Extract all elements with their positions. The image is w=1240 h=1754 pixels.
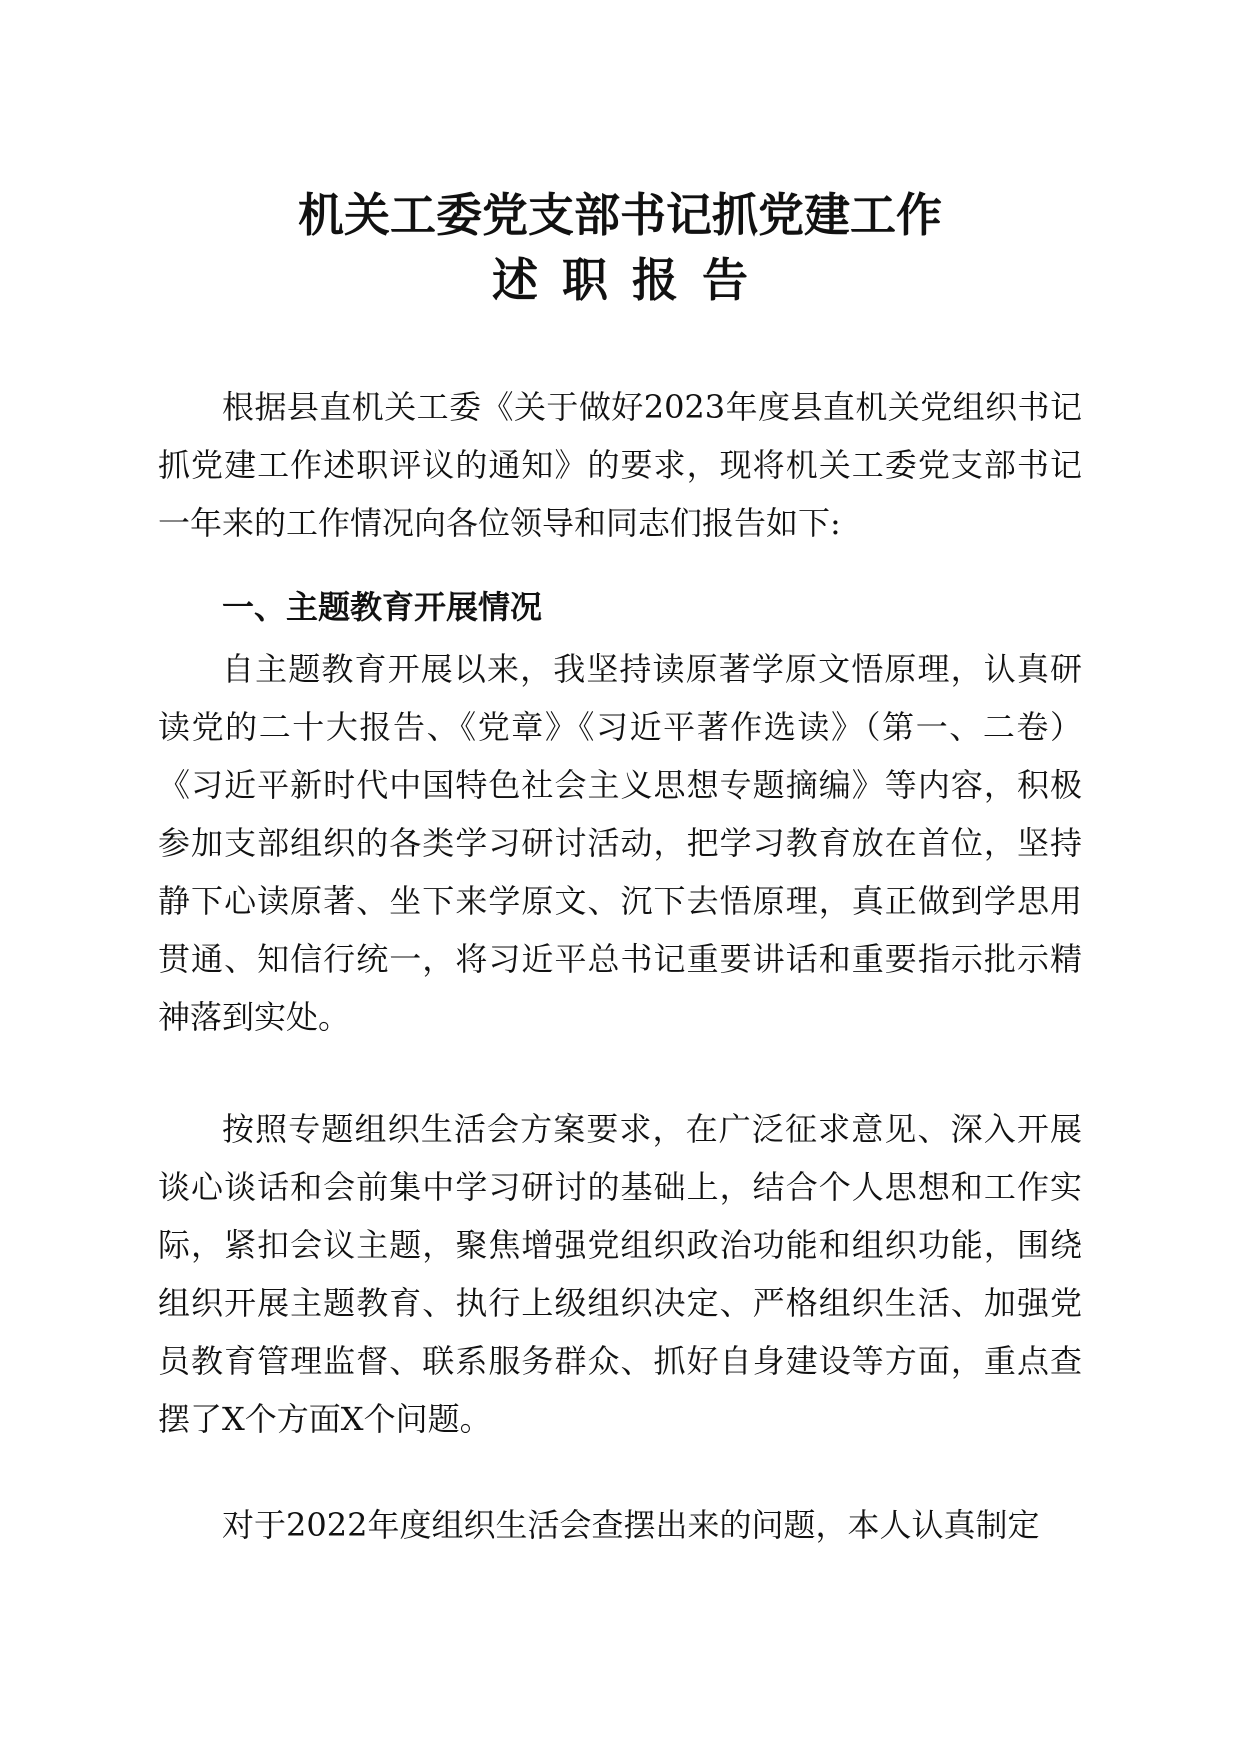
paragraph-text: 根据县直机关工委《关于做好2023年度县直机关党组织书记抓党建工作述职评议的通知》的要求，现将机关工委党支部书记一年来的工作情况向各位领导和同志们报告如下: [158, 388, 1082, 542]
followup-paragraph [158, 1496, 1082, 1554]
paragraph-text: 按照专题组织生活会方案要求，在广泛征求意见、深入开展谈心谈话和会前集中学习研讨的基础上，结合个人思想和工作实际，紧扣会议主题，聚焦增强党组织政治功能和组织功能，围绕组织开展主题教育、执行上级组织决定、严格组织生活、加强党员教育管理监督、联系服务群众、抓好自身建设等方面，重点查摆了X个方面X个问题。 [158, 1110, 1082, 1438]
intro-paragraph [158, 378, 1082, 552]
paragraph-text: 自主题教育开展以来，我坚持读原著学原文悟原理，认真研读党的二十大报告、《党章》《习近平著作选读》（第一、二卷）《习近平新时代中国特色社会主义思想专题摘编》等内容，积极参加支部组织的各类学习研讨活动，把学习教育放在首位，坚持静下心读原著、坐下来学原文、沉下去悟原理，真正做到学思用贯通、知信行统一，将习近平总书记重要讲话和重要指示批示精神落到实处。 [158, 650, 1082, 1036]
section-heading: 一、主题教育开展情况 [222, 588, 543, 626]
document-title-line-1: 机关工委党支部书记抓党建工作 [298, 188, 942, 242]
meeting-paragraph [158, 1100, 1082, 1448]
study-paragraph [158, 640, 1082, 1046]
document-title-line-2: 述职报告 [492, 253, 772, 307]
paragraph-text: 对于2022年度组织生活会查摆出来的问题，本人认真制定 [222, 1506, 1040, 1544]
